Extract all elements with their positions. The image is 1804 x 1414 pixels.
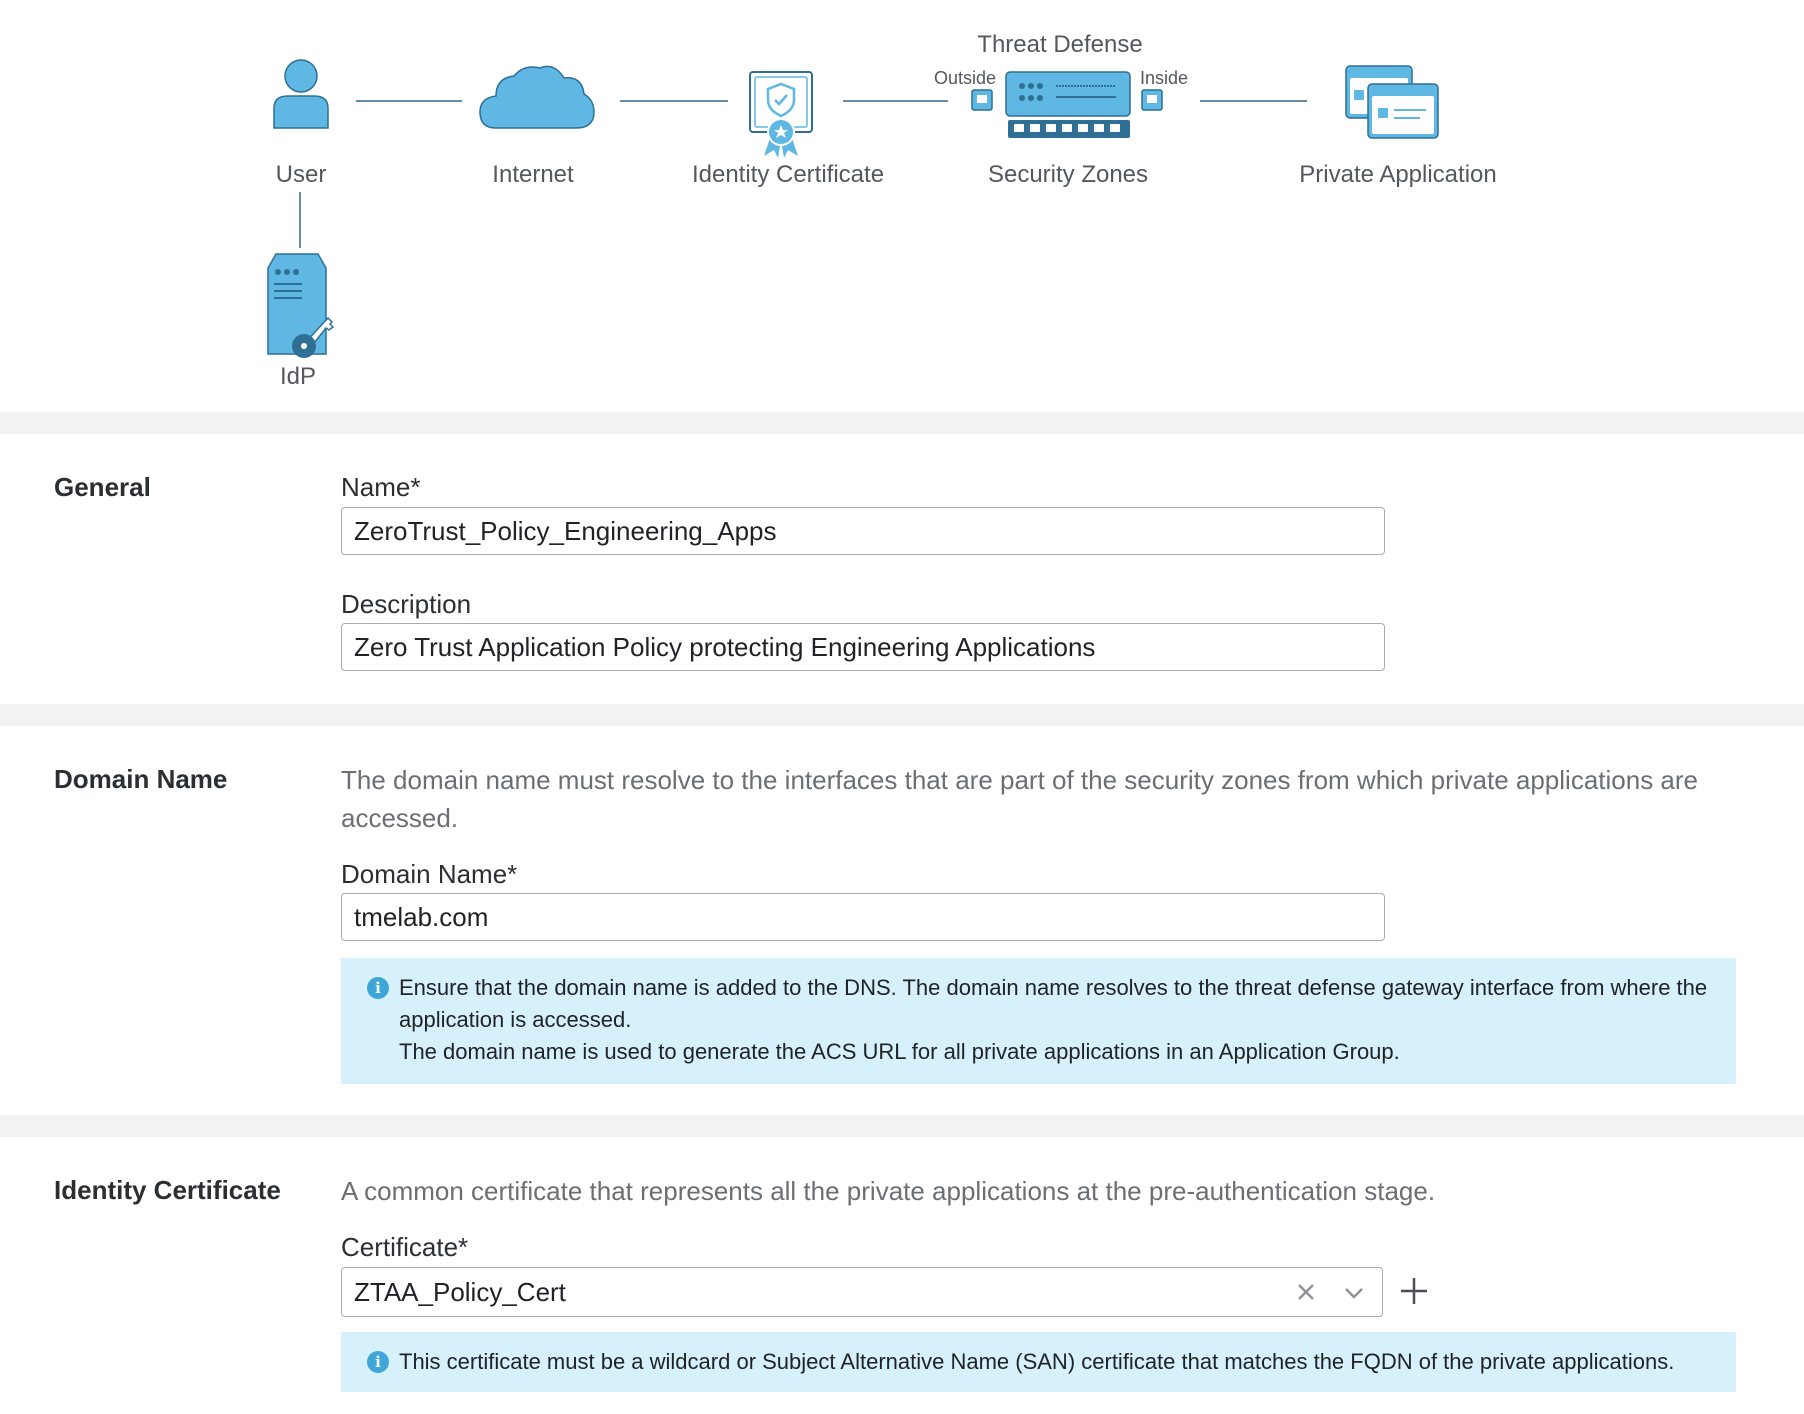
link-user-internet (356, 100, 462, 102)
user-icon (270, 58, 332, 130)
threat-defense-label: Threat Defense (977, 31, 1143, 58)
add-certificate-icon[interactable] (1399, 1276, 1429, 1306)
description-input[interactable] (341, 623, 1385, 671)
cloud-icon (478, 64, 596, 130)
domain-name-section-title: Domain Name (54, 764, 228, 794)
private-application-icon (1344, 64, 1440, 140)
info-icon: i (367, 977, 389, 999)
link-internet-certificate (620, 100, 728, 102)
identity-certificate-section-title: Identity Certificate (54, 1175, 281, 1205)
link-certificate-firewall (843, 100, 948, 102)
security-zones-label: Security Zones (987, 161, 1149, 188)
certificate-label: Certificate* (341, 1232, 469, 1262)
section-divider (0, 412, 1804, 434)
domain-info-line-2: The domain name is used to generate the ACS URL for all private applications in an Application Group. (399, 1039, 1400, 1064)
clear-icon[interactable] (1294, 1280, 1318, 1304)
key-icon (290, 312, 334, 360)
user-label: User (275, 161, 327, 188)
description-label: Description (341, 589, 472, 619)
info-icon: i (367, 1351, 389, 1373)
general-section-title: General (54, 472, 151, 502)
domain-name-input[interactable] (341, 893, 1385, 941)
internet-label: Internet (492, 161, 574, 188)
domain-name-label: Domain Name* (341, 859, 518, 889)
certificate-icon (748, 70, 814, 158)
outside-label: Outside (933, 68, 997, 88)
private-application-label: Private Application (1299, 161, 1497, 188)
certificate-info-banner (341, 1332, 1736, 1392)
idp-label: IdP (279, 363, 317, 390)
identity-certificate-label: Identity Certificate (691, 161, 885, 188)
domain-name-description: The domain name must resolve to the interfaces that are part of the security zones from which private applications are accessed. (341, 765, 1699, 833)
name-label: Name* (341, 472, 421, 502)
certificate-info-text: This certificate must be a wildcard or Subject Alternative Name (SAN) certificate that matches the FQDN of the private applications. (399, 1349, 1675, 1374)
certificate-selected-value: ZTAA_Policy_Cert (354, 1277, 566, 1307)
domain-info-banner (341, 958, 1736, 1084)
section-divider (0, 1115, 1804, 1137)
section-divider (0, 704, 1804, 726)
domain-info-line-1: Ensure that the domain name is added to the DNS. The domain name resolves to the threat defense gateway interface from where the application is accessed. (399, 975, 1708, 1032)
firewall-icon (970, 70, 1170, 140)
identity-certificate-description: A common certificate that represents all the private applications at the pre-authentication stage. (341, 1176, 1436, 1206)
certificate-select[interactable] (341, 1267, 1383, 1317)
link-firewall-application (1200, 100, 1307, 102)
inside-label: Inside (1139, 68, 1189, 88)
topology-diagram (0, 0, 1804, 410)
chevron-down-icon[interactable] (1342, 1280, 1366, 1304)
link-user-idp (299, 192, 301, 248)
name-input[interactable] (341, 507, 1385, 555)
